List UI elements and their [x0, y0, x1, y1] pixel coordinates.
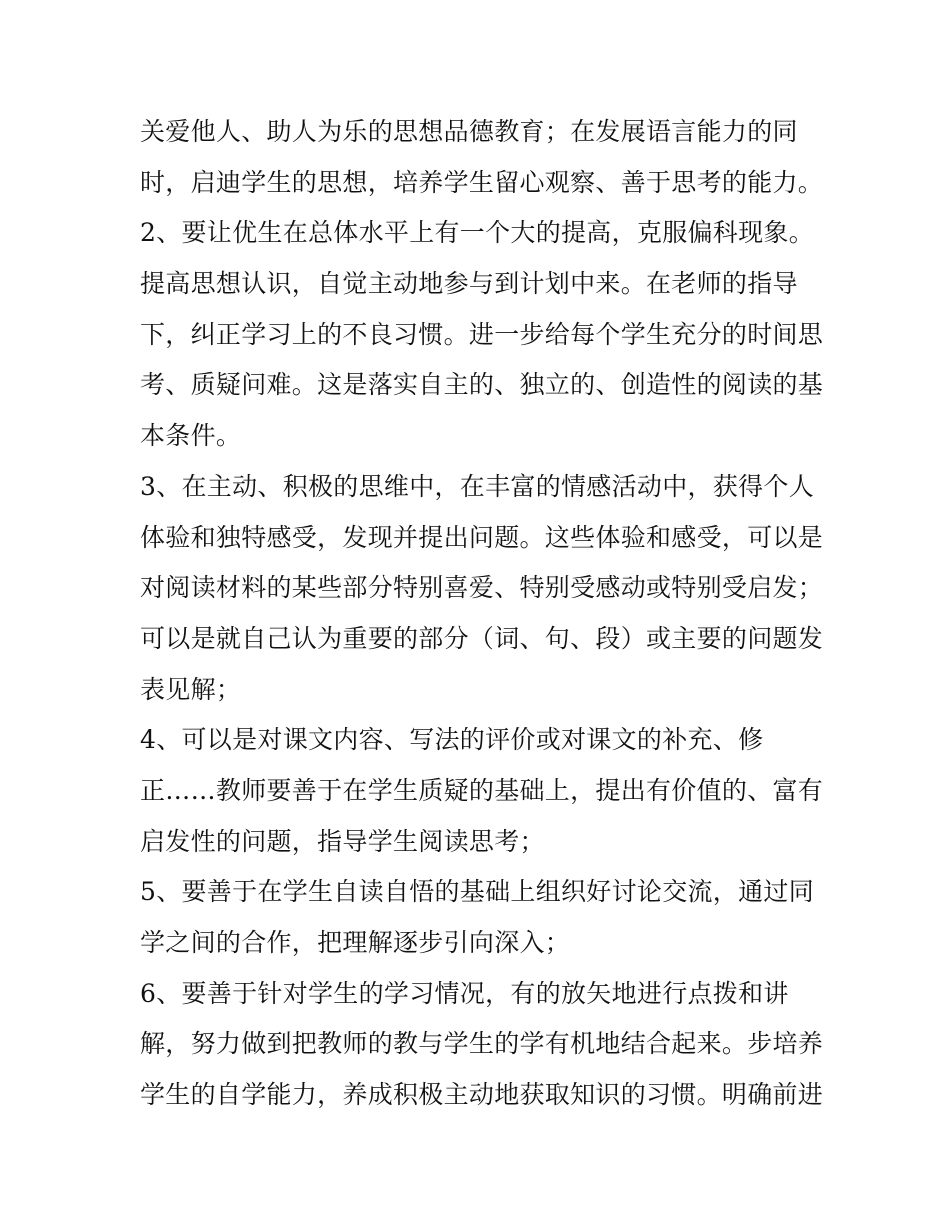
text-line-6: 考、质疑问难。这是落实自主的、独立的、创造性的阅读的基 — [140, 370, 824, 400]
text-line-8: 3、在主动、积极的思维中，在丰富的情感活动中，获得个人 — [140, 471, 815, 501]
text-line-18: 6、要善于针对学生的学习情况，有的放矢地进行点拨和讲 — [140, 978, 789, 1008]
text-line-19: 解，努力做到把教师的教与学生的学有机地结合起来。步培养 — [140, 1029, 824, 1059]
text-line-11: 可以是就自己认为重要的部分（词、句、段）或主要的问题发 — [140, 623, 824, 653]
text-line-12: 表见解； — [140, 674, 242, 704]
text-line-10: 对阅读材料的某些部分特别喜爱、特别受感动或特别受启发； — [140, 573, 824, 603]
text-line-5: 下，纠正学习上的不良习惯。进一步给每个学生充分的时间思 — [140, 319, 824, 349]
text-line-7: 本条件。 — [140, 421, 242, 451]
text-line-1: 关爱他人、助人为乐的思想品德教育；在发展语言能力的同 — [140, 117, 798, 146]
text-line-15: 启发性的问题，指导学生阅读思考； — [140, 826, 545, 856]
text-line-20: 学生的自学能力，养成积极主动地获取知识的习惯。明确前进 — [140, 1080, 824, 1110]
text-line-16: 5、要善于在学生自读自悟的基础上组织好讨论交流，通过同 — [140, 877, 815, 907]
text-line-13: 4、可以是对课文内容、写法的评价或对课文的补充、修 — [140, 725, 764, 755]
text-line-4: 提高思想认识，自觉主动地参与到计划中来。在老师的指导 — [140, 269, 798, 299]
text-line-17: 学之间的合作，把理解逐步引向深入； — [140, 928, 571, 957]
text-line-9: 体验和独特感受，发现并提出问题。这些体验和感受，可以是 — [140, 522, 824, 552]
text-line-14: 正……教师要善于在学生质疑的基础上，提出有价值的、富有 — [140, 775, 824, 805]
text-line-3: 2、要让优生在总体水平上有一个大的提高，克服偏科现象。 — [140, 218, 815, 248]
document-body — [140, 107, 824, 1121]
text-line-2: 时，启迪学生的思想，培养学生留心观察、善于思考的能力。 — [140, 167, 824, 197]
